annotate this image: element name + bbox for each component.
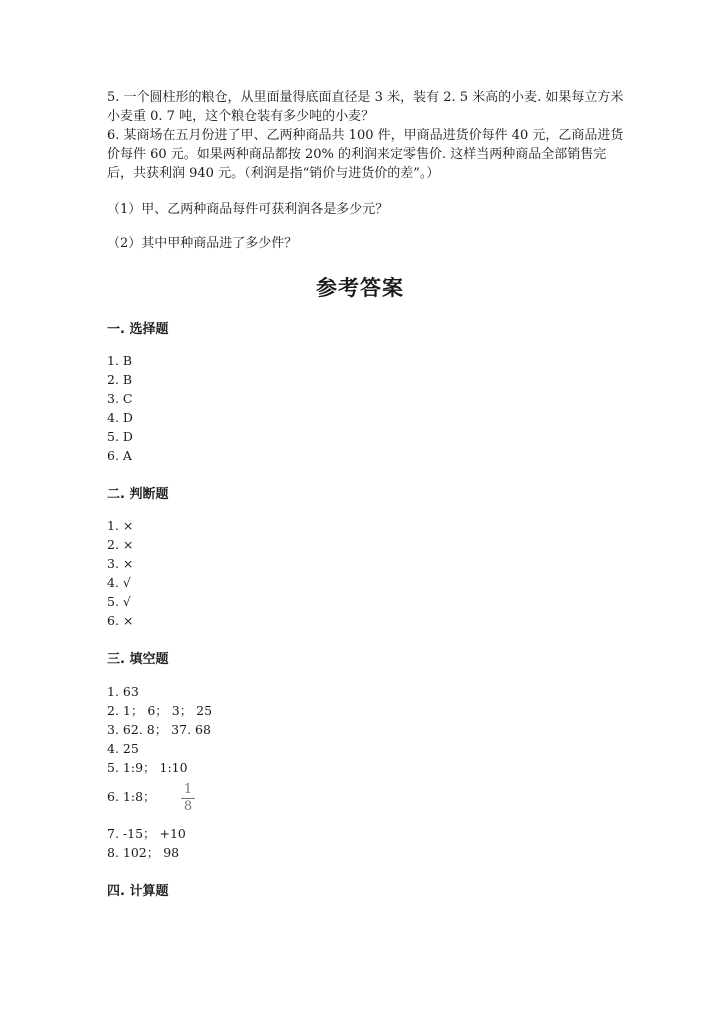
answer-item: 8. 102； 98	[107, 845, 180, 860]
fraction-denominator: 8	[183, 799, 193, 814]
answer-item: 5. 1:9； 1:10	[107, 760, 188, 775]
answer-item: 7. -15； +10	[107, 826, 186, 841]
answer-list-fill-blank-cont	[107, 824, 186, 862]
fraction-one-eighth	[181, 783, 195, 814]
fraction-numerator: 1	[183, 782, 193, 797]
answer-list-judgment	[107, 516, 133, 630]
question-6-sub-1: （1）甲、乙两种商品每件可获利润各是多少元？	[107, 202, 389, 217]
section-heading-calculation: 四. 计算题	[107, 884, 169, 899]
answer-item: 2. B	[107, 372, 133, 387]
answer-item: 5. D	[107, 429, 133, 444]
answer-list-choice	[107, 351, 133, 465]
answer-item: 3. 62. 8； 37. 68	[107, 722, 211, 737]
answer-item: 3. C	[107, 391, 133, 406]
answer-item: 2. ×	[107, 537, 134, 552]
answer-item: 2. 1； 6； 3； 25	[107, 703, 213, 718]
answer-item: 1. B	[107, 353, 133, 368]
answer-item: 3. ×	[107, 556, 134, 571]
answer-item: 5. √	[107, 594, 131, 609]
question-6: 6. 某商场在五月份进了甲、乙两种商品共 100 件，甲商品进货价每件 40 元，乙商品进货价每件 60 元。如果两种商品都按 20% 的利润来定零售价. 这样当两种商品全部销售完后，共获利润 940 元。（利润是指“销价与进货价的差”。）	[107, 128, 624, 181]
question-6-sub-2: （2）其中甲种商品进了多少件？	[107, 236, 298, 251]
answer-item-6-text: 6. 1:8；	[107, 789, 156, 804]
answer-item: 1. ×	[107, 518, 134, 533]
answer-list-fill-blank	[107, 682, 212, 777]
question-5: 5. 一个圆柱形的粮仓，从里面量得底面直径是 3 米，装有 2. 5 米高的小麦. 如果每立方米小麦重 0. 7 吨，这个粮仓装有多少吨的小麦？	[107, 90, 624, 124]
answer-item: 6. A	[107, 448, 132, 463]
answer-item: 4. √	[107, 575, 131, 590]
answer-item: 6. ×	[107, 613, 134, 628]
section-heading-choice: 一. 选择题	[107, 322, 169, 337]
section-heading-judgment: 二. 判断题	[107, 487, 169, 502]
answer-item: 1. 63	[107, 684, 139, 699]
section-heading-fill-blank: 三. 填空题	[107, 652, 169, 667]
answer-item: 4. D	[107, 410, 133, 425]
answer-item: 4. 25	[107, 741, 139, 756]
answer-title: 参考答案	[316, 276, 404, 300]
